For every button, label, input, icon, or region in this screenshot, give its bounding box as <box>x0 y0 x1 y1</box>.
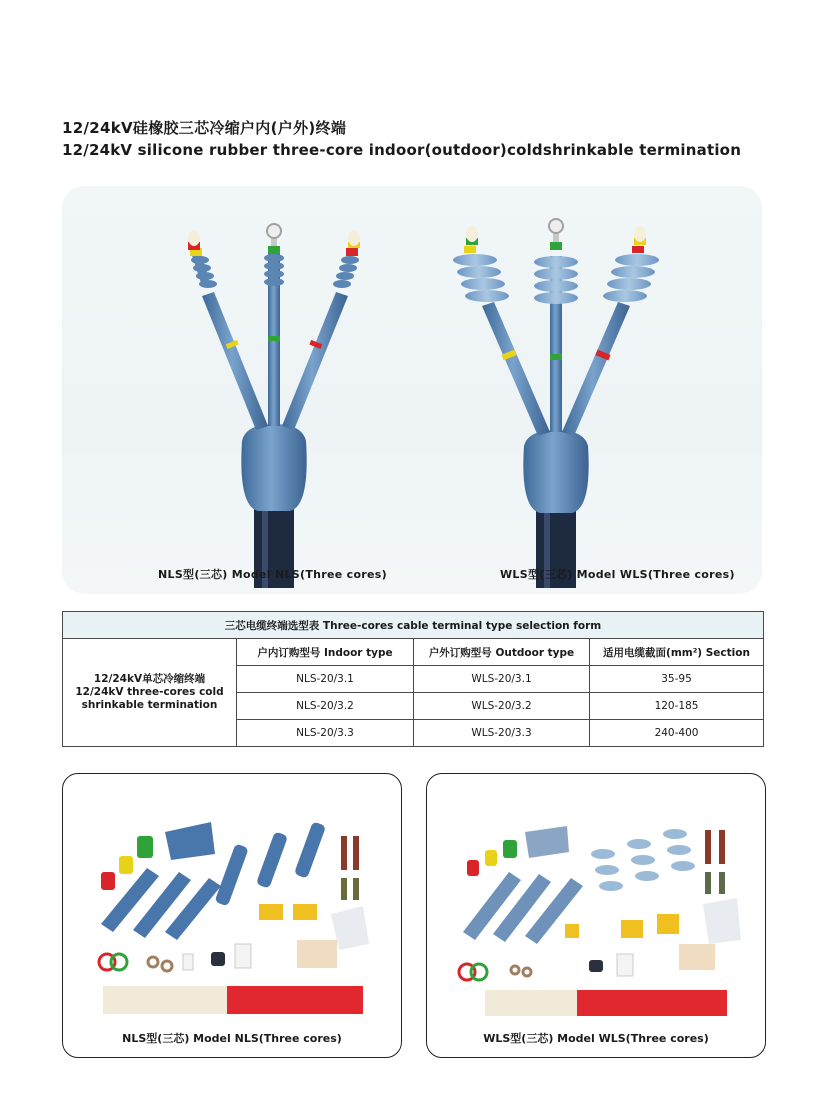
section-cell: 240-400 <box>590 720 764 747</box>
outdoor-type-cell: WLS-20/3.2 <box>414 693 590 720</box>
outdoor-type-cell: WLS-20/3.1 <box>414 666 590 693</box>
section-cell: 120-185 <box>590 693 764 720</box>
description-line: 12/24kV单芯冷缩终端 <box>93 673 206 685</box>
wls-photo-caption: WLS型(三芯) Model WLS(Three cores) <box>500 568 735 581</box>
outdoor-type-cell: WLS-20/3.3 <box>414 720 590 747</box>
column-header-indoor: 户内订购型号 Indoor type <box>237 639 414 666</box>
page-title-chinese: 12/24kV硅橡胶三芯冷缩户内(户外)终端 <box>62 119 347 137</box>
wls-kit-caption: WLS型(三芯) Model WLS(Three cores) <box>483 1032 709 1045</box>
wls-termination-image <box>453 219 659 588</box>
section-cell: 35-95 <box>590 666 764 693</box>
description-line: 12/24kV three-cores cold <box>75 686 224 698</box>
nls-kit-box <box>62 773 402 1058</box>
indoor-type-cell: NLS-20/3.3 <box>237 720 414 747</box>
wls-kit-box <box>426 773 766 1058</box>
product-photo-panel <box>62 186 762 594</box>
indoor-type-cell: NLS-20/3.2 <box>237 693 414 720</box>
nls-termination-image <box>188 224 360 588</box>
product-description-cell <box>63 639 237 747</box>
termination-illustrations <box>62 186 762 594</box>
indoor-type-cell: NLS-20/3.1 <box>237 666 414 693</box>
page-title-english: 12/24kV silicone rubber three-core indoor(outdoor)coldshrinkable termination <box>62 141 742 159</box>
nls-photo-caption: NLS型(三芯) Model NLS(Three cores) <box>158 568 387 581</box>
description-line: shrinkable termination <box>81 699 218 711</box>
column-header-section: 适用电缆截面(mm²) Section <box>590 639 764 666</box>
nls-kit-contents-image <box>63 774 401 1024</box>
nls-kit-caption: NLS型(三芯) Model NLS(Three cores) <box>122 1032 342 1045</box>
wls-kit-contents-image <box>427 774 765 1024</box>
column-header-outdoor: 户外订购型号 Outdoor type <box>414 639 590 666</box>
selection-table-title: 三芯电缆终端选型表 Three-cores cable terminal type selection form <box>63 612 764 639</box>
selection-table <box>62 611 764 747</box>
